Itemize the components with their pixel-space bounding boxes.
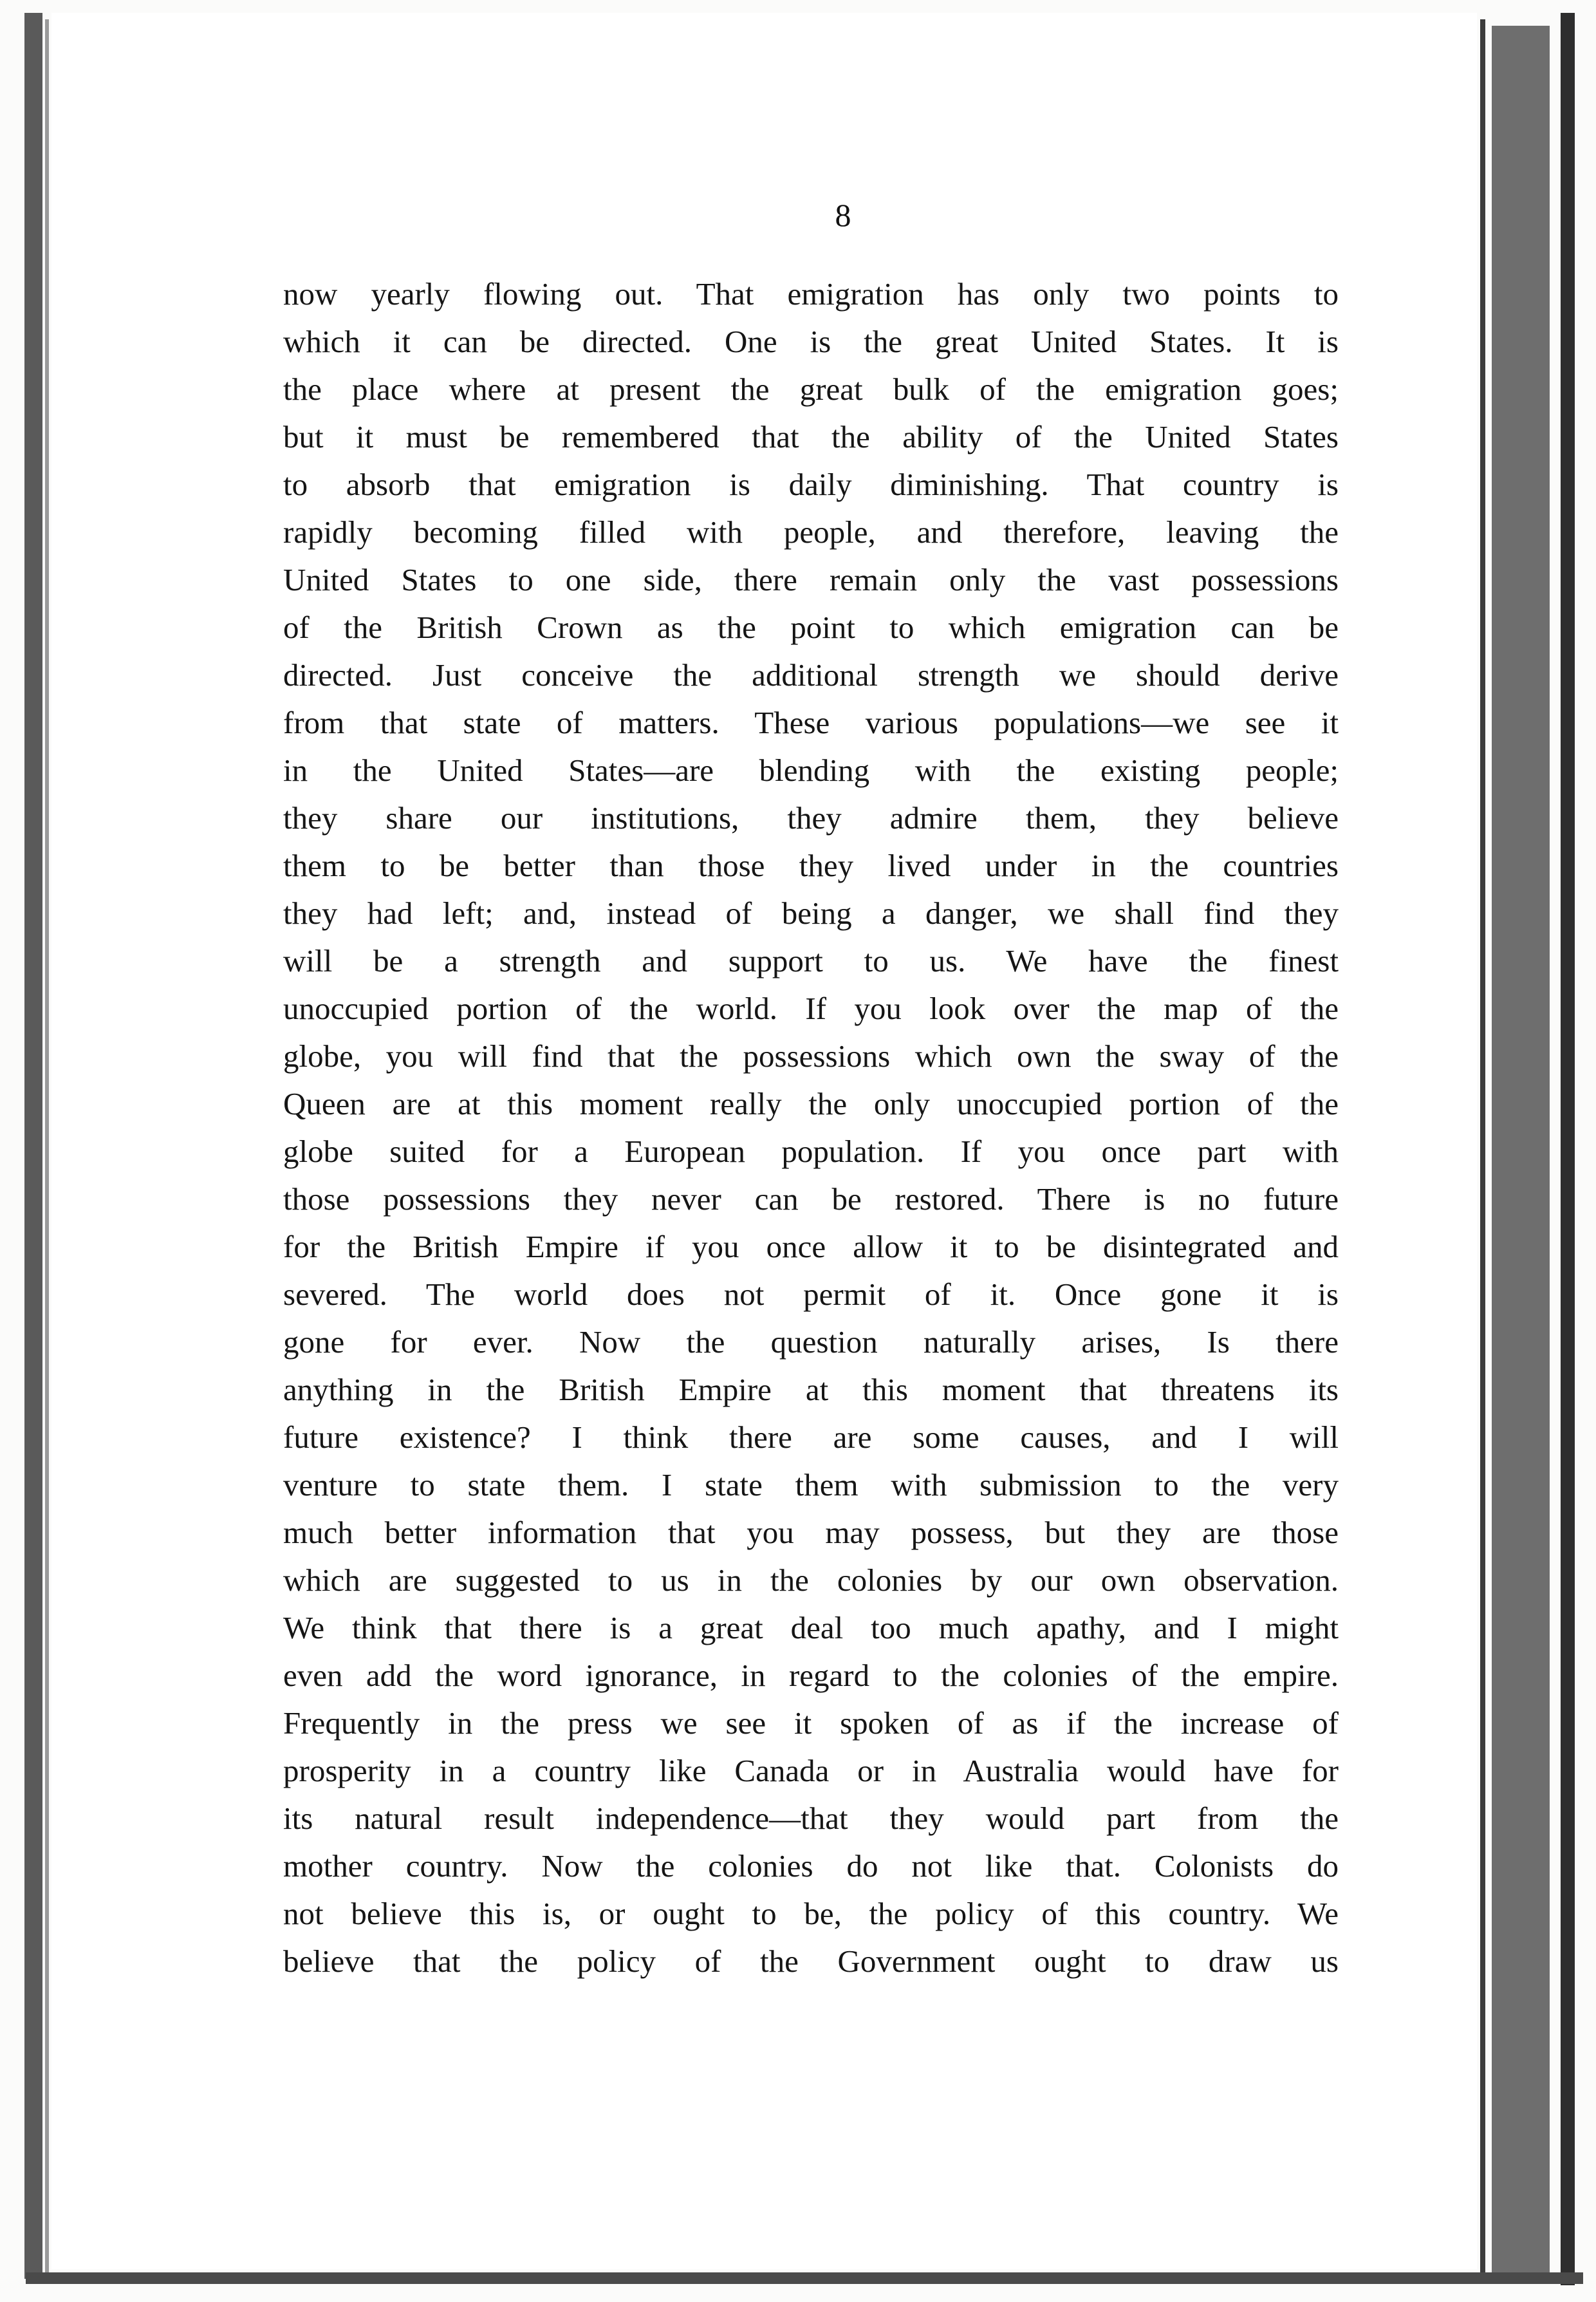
text-line: believe that the policy of the Government ought to draw us bbox=[283, 1943, 1339, 1979]
text-line: rapidly becoming filled with people, and therefore, leaving the bbox=[283, 514, 1339, 550]
page-number: 8 bbox=[835, 197, 851, 233]
text-line: for the British Empire if you once allow it to be disintegrated and bbox=[283, 1229, 1339, 1264]
text-line: not believe this is, or ought to be, the policy of this country. We bbox=[283, 1896, 1339, 1931]
text-line: but it must be remembered that the ability of the United States bbox=[283, 419, 1339, 454]
text-line: they share our institutions, they admire them, they believe bbox=[283, 800, 1339, 836]
text-line: severed. The world does not permit of it. Once gone it is bbox=[283, 1277, 1339, 1312]
text-line: prosperity in a country like Canada or in Australia would have for bbox=[283, 1753, 1339, 1788]
text-line: in the United States—are blending with the existing people; bbox=[283, 753, 1339, 788]
text-line: the place where at present the great bulk of the emigration goes; bbox=[283, 371, 1339, 407]
text-line: directed. Just conceive the additional strength we should derive bbox=[283, 657, 1339, 693]
text-line: much better information that you may possess, but they are those bbox=[283, 1515, 1339, 1550]
text-line: of the British Crown as the point to which emigration can be bbox=[283, 610, 1339, 645]
right-scan-shadow bbox=[1561, 13, 1575, 2285]
text-line: Queen are at this moment really the only unoccupied portion of the bbox=[283, 1086, 1339, 1121]
body-text bbox=[283, 270, 1339, 1985]
text-line: future existence? I think there are some causes, and I will bbox=[283, 1419, 1339, 1455]
text-line: United States to one side, there remain only the vast possessions bbox=[283, 562, 1339, 597]
text-line: which it can be directed. One is the great United States. It is bbox=[283, 324, 1339, 359]
text-line: globe suited for a European population. If you once part with bbox=[283, 1134, 1339, 1169]
text-line: from that state of matters. These various populations—we see it bbox=[283, 705, 1339, 740]
text-line: they had left; and, instead of being a danger, we shall find they bbox=[283, 895, 1339, 931]
text-line: those possessions they never can be restored. There is no future bbox=[283, 1181, 1339, 1217]
text-line: anything in the British Empire at this moment that threatens its bbox=[283, 1372, 1339, 1407]
text-line: will be a strength and support to us. We have the finest bbox=[283, 943, 1339, 978]
right-scan-edge bbox=[1492, 26, 1550, 2279]
text-line: to absorb that emigration is daily diminishing. That country is bbox=[283, 467, 1339, 502]
bottom-scan-edge bbox=[26, 2272, 1583, 2284]
text-line: globe, you will find that the possessions which own the sway of the bbox=[283, 1038, 1339, 1074]
text-line: We think that there is a great deal too much apathy, and I might bbox=[283, 1610, 1339, 1645]
text-line: gone for ever. Now the question naturally arises, Is there bbox=[283, 1324, 1339, 1360]
text-line: which are suggested to us in the colonies by our own observation. bbox=[283, 1562, 1339, 1598]
text-line: even add the word ignorance, in regard to the colonies of the empire. bbox=[283, 1658, 1339, 1693]
text-line: Frequently in the press we see it spoken of as if the increase of bbox=[283, 1705, 1339, 1741]
text-line: unoccupied portion of the world. If you look over the map of the bbox=[283, 991, 1339, 1026]
left-binding-shadow bbox=[45, 19, 49, 2272]
text-line: venture to state them. I state them with submission to the very bbox=[283, 1467, 1339, 1502]
text-line: its natural result independence—that they would part from the bbox=[283, 1801, 1339, 1836]
text-line: them to be better than those they lived under in the countries bbox=[283, 848, 1339, 883]
text-line: now yearly flowing out. That emigration has only two points to bbox=[283, 276, 1339, 312]
left-binding-edge bbox=[24, 13, 42, 2279]
text-line: mother country. Now the colonies do not like that. Colonists do bbox=[283, 1848, 1339, 1884]
right-page-border bbox=[1480, 19, 1485, 2279]
